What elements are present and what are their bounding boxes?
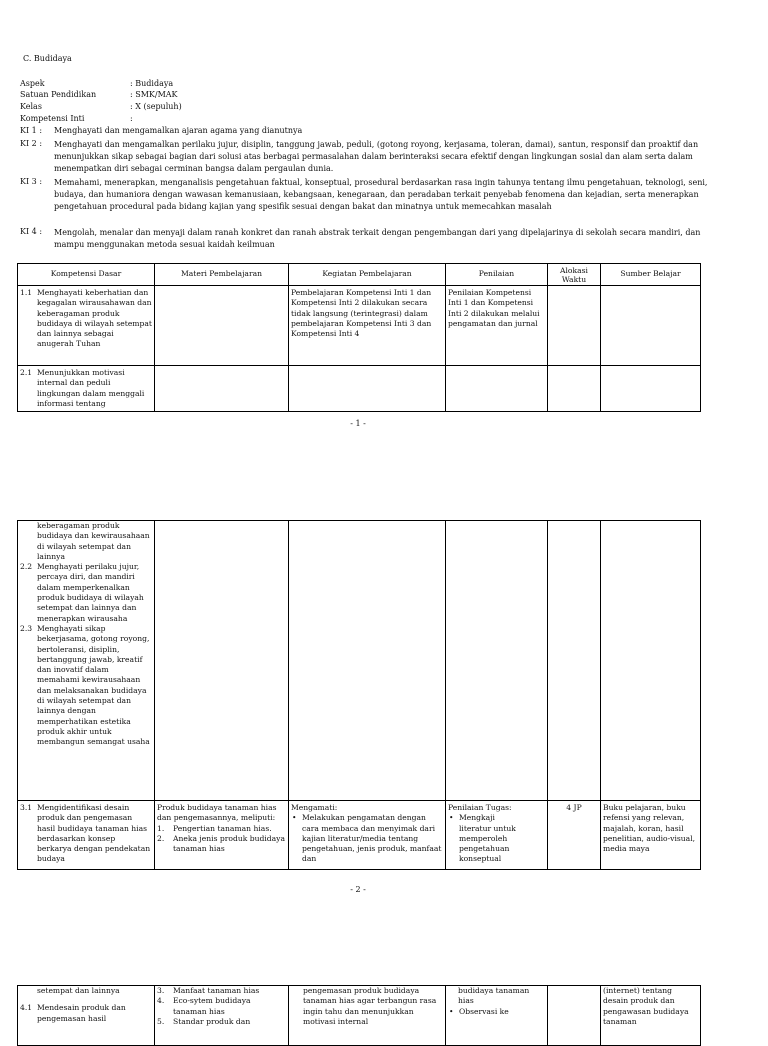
bullet-icon: • bbox=[449, 1006, 454, 1016]
info-value: : bbox=[130, 114, 133, 123]
info-value: : X (sepuluh) bbox=[130, 102, 182, 111]
table-header-row bbox=[18, 264, 701, 286]
ki-text: Menghayati dan mengamalkan perilaku jujur, disiplin, tanggung jawab, peduli, (gotong royong, kerjasama, toleran, damai), santun, responsif dan proaktif dan menunjukkan sikap sebagai bagian dari solusi atas berbagai permasalahan dalam berinteraksi secara efektif dengan lingkungan sosial dan alam serta dalam menempatkan diri sebagai cerminan bangsa dalam pergaulan dunia. bbox=[54, 140, 699, 173]
kd-text: Menghayati sikap bekerjasama, gotong royong, bertoleransi, disiplin, bertanggung jawab, kreatif dan inovatif dalam memahami kewirausahaan dan melaksanakan budidaya di wilayah setempat dan lainnya dengan memperhatikan estetika produk akhir untuk membangun semangat usaha bbox=[37, 623, 150, 747]
alokasi-cell: 4 JP bbox=[548, 801, 601, 870]
ki-text: Mengolah, menalar dan menyaji dalam ranah konkret dan ranah abstrak terkait dengan pengembangan dari yang dipelajarinya di sekolah secara mandiri, dan mampu menggunakan metoda sesuai kaidah keilmuan bbox=[54, 228, 701, 249]
table-row bbox=[18, 986, 701, 1046]
kd-text: Menghayati perilaku jujur, percaya diri, dan mandiri dalam memperkenalkan produk budidaya di wilayah setempat dan lainnya dan menerapkan wirausaha bbox=[37, 562, 144, 623]
header-alokasi: Alokasi Waktu bbox=[548, 264, 601, 286]
list-item: 2. Aneka jenis produk budidaya tanaman hias bbox=[157, 833, 285, 854]
materi-cell bbox=[155, 366, 289, 412]
info-row-kelas bbox=[20, 102, 740, 113]
materi-cell bbox=[155, 286, 289, 366]
penilaian-cell bbox=[446, 801, 548, 870]
info-key: Satuan Pendidikan bbox=[20, 90, 97, 99]
info-value: : SMK/MAK bbox=[130, 90, 178, 99]
list-item: • Melakukan pengamatan dengan cara membaca dan menyimak dari kajian literatur/media tentang pengetahuan, jenis produk, manfaat dan bbox=[292, 813, 442, 864]
penilaian-cell bbox=[446, 986, 548, 1046]
table-row bbox=[18, 521, 701, 801]
info-row-aspek bbox=[20, 79, 740, 90]
bullet-icon: • bbox=[292, 813, 297, 823]
header-kegiatan: Kegiatan Pembelajaran bbox=[289, 264, 446, 286]
kd-cell bbox=[18, 286, 155, 366]
kd-text: Mengidentifikasi desain produk dan pengemasan hasil budidaya tanaman hias berdasarkan konsep berkarya dengan pendekatan budaya bbox=[37, 803, 151, 864]
alokasi-cell bbox=[548, 366, 601, 412]
list-item: • Observasi ke bbox=[449, 1006, 509, 1016]
list-item: • Mengkaji literatur untuk memperoleh pengetahuan konseptual bbox=[449, 813, 516, 864]
materi-cell bbox=[155, 521, 289, 801]
ki-label: KI 4 : bbox=[20, 227, 43, 236]
info-key: Aspek bbox=[20, 79, 45, 88]
kd-text: setempat dan lainnya bbox=[37, 986, 120, 995]
info-row-kompetensi-inti bbox=[20, 114, 740, 125]
page-number: - 1 - bbox=[350, 419, 366, 428]
kd-cell bbox=[18, 986, 155, 1046]
table-row bbox=[18, 286, 701, 366]
kd-text: Mendesain produk dan pengemasan hasil bbox=[37, 1003, 126, 1023]
kd-number: 4.1 bbox=[20, 1003, 33, 1013]
kd-number: 2.3 bbox=[20, 623, 33, 633]
kd-table-page-2 bbox=[17, 520, 701, 870]
ki-text: Menghayati dan mengamalkan ajaran agama yang dianutnya bbox=[54, 126, 303, 135]
sumber-cell bbox=[601, 521, 701, 801]
penilaian-text: budidaya tanaman hias bbox=[458, 986, 530, 1006]
kd-number: 2.1 bbox=[20, 368, 33, 377]
materi-intro: Produk budidaya tanaman hias dan pengemasannya, meliputi: bbox=[157, 803, 277, 823]
kegiatan-cell: pengemasan produk budidaya tanaman hias agar terbangun rasa ingin tahu dan menunjukkan motivasi internal bbox=[289, 986, 446, 1046]
info-key: Kelas bbox=[20, 102, 42, 111]
page-number: - 2 - bbox=[350, 885, 366, 894]
kd-cell bbox=[18, 521, 155, 801]
kd-text: keberagaman produk budidaya dan kewirausahaan di wilayah setempat dan lainnya bbox=[37, 521, 150, 561]
materi-cell bbox=[155, 801, 289, 870]
penilaian-cell bbox=[446, 366, 548, 412]
list-item: 3. Manfaat tanaman hias bbox=[157, 986, 260, 995]
kd-number: 3.1 bbox=[20, 803, 33, 812]
header-kompetensi-dasar: Kompetensi Dasar bbox=[18, 264, 155, 286]
kd-text: Menunjukkan motivasi internal dan peduli lingkungan dalam menggali informasi tentang bbox=[37, 368, 145, 408]
kd-cell bbox=[18, 801, 155, 870]
list-item: 5. Standar produk dan bbox=[157, 1016, 251, 1026]
sumber-cell: Buku pelajaran, buku refensi yang relevan, majalah, koran, hasil penelitian, audio-visual, media maya bbox=[601, 801, 701, 870]
bullet-icon: • bbox=[449, 813, 454, 823]
table-row bbox=[18, 366, 701, 412]
kd-table-page-1 bbox=[17, 263, 701, 412]
kd-cell bbox=[18, 366, 155, 412]
sumber-cell bbox=[601, 286, 701, 366]
kegiatan-cell bbox=[289, 521, 446, 801]
kd-number: 2.2 bbox=[20, 562, 33, 572]
ki-text: Memahami, menerapkan, menganalisis pengetahuan faktual, konseptual, prosedural berdasarkan rasa ingin tahunya tentang ilmu pengetahuan, teknologi, seni, budaya, dan humaniora dengan wawasan kemanusiaan, kebangsaan, kenegaraan, dan peradaban terkait penyebab fenomena dan kejadian, serta menerapkan pengetahuan procedural pada bidang kajian yang spesifik sesuai dengan bakat dan minatnya untuk memecahkan masalah bbox=[54, 178, 708, 211]
sumber-cell: (internet) tentang desain produk dan pengawasan budidaya tanaman bbox=[601, 986, 701, 1046]
ki-label: KI 2 : bbox=[20, 139, 43, 148]
alokasi-cell bbox=[548, 286, 601, 366]
penilaian-cell bbox=[446, 521, 548, 801]
penilaian-title: Penilaian Tugas: bbox=[448, 803, 512, 812]
alokasi-cell bbox=[548, 986, 601, 1046]
kd-number: 1.1 bbox=[20, 288, 33, 297]
kegiatan-title: Mengamati: bbox=[291, 803, 338, 812]
materi-cell bbox=[155, 986, 289, 1046]
info-value: : Budidaya bbox=[130, 79, 174, 88]
table-row bbox=[18, 801, 701, 870]
ki-label: KI 3 : bbox=[20, 177, 43, 186]
kegiatan-cell bbox=[289, 801, 446, 870]
kegiatan-cell bbox=[289, 366, 446, 412]
kegiatan-cell: Pembelajaran Kompetensi Inti 1 dan Kompetensi Inti 2 dilakukan secara tidak langsung (terintegrasi) dalam pembelajaran Kompetensi Inti 3 dan Kompetensi Inti 4 bbox=[289, 286, 446, 366]
list-item: 4. Eco-sytem budidaya tanaman hias bbox=[157, 996, 251, 1016]
ki-label: KI 1 : bbox=[20, 126, 43, 135]
list-item: 1. Pengertian tanaman hias. bbox=[157, 823, 272, 833]
kd-text: Menghayati keberhatian dan kegagalan wirausahawan dan keberagaman produk budidaya di wilayah setempat dan lainnya sebagai anugerah Tuhan bbox=[37, 288, 152, 349]
header-penilaian: Penilaian bbox=[446, 264, 548, 286]
section-title: C. Budidaya bbox=[23, 54, 72, 63]
info-key: Kompetensi Inti bbox=[20, 114, 85, 123]
header-sumber: Sumber Belajar bbox=[601, 264, 701, 286]
info-row-satuan-pendidikan bbox=[20, 90, 740, 101]
penilaian-cell: Penilaian Kompetensi Inti 1 dan Kompetensi Inti 2 dilakukan melalui pengamatan dan jurnal bbox=[446, 286, 548, 366]
header-materi: Materi Pembelajaran bbox=[155, 264, 289, 286]
kd-table-page-3 bbox=[17, 985, 701, 1046]
alokasi-cell bbox=[548, 521, 601, 801]
sumber-cell bbox=[601, 366, 701, 412]
